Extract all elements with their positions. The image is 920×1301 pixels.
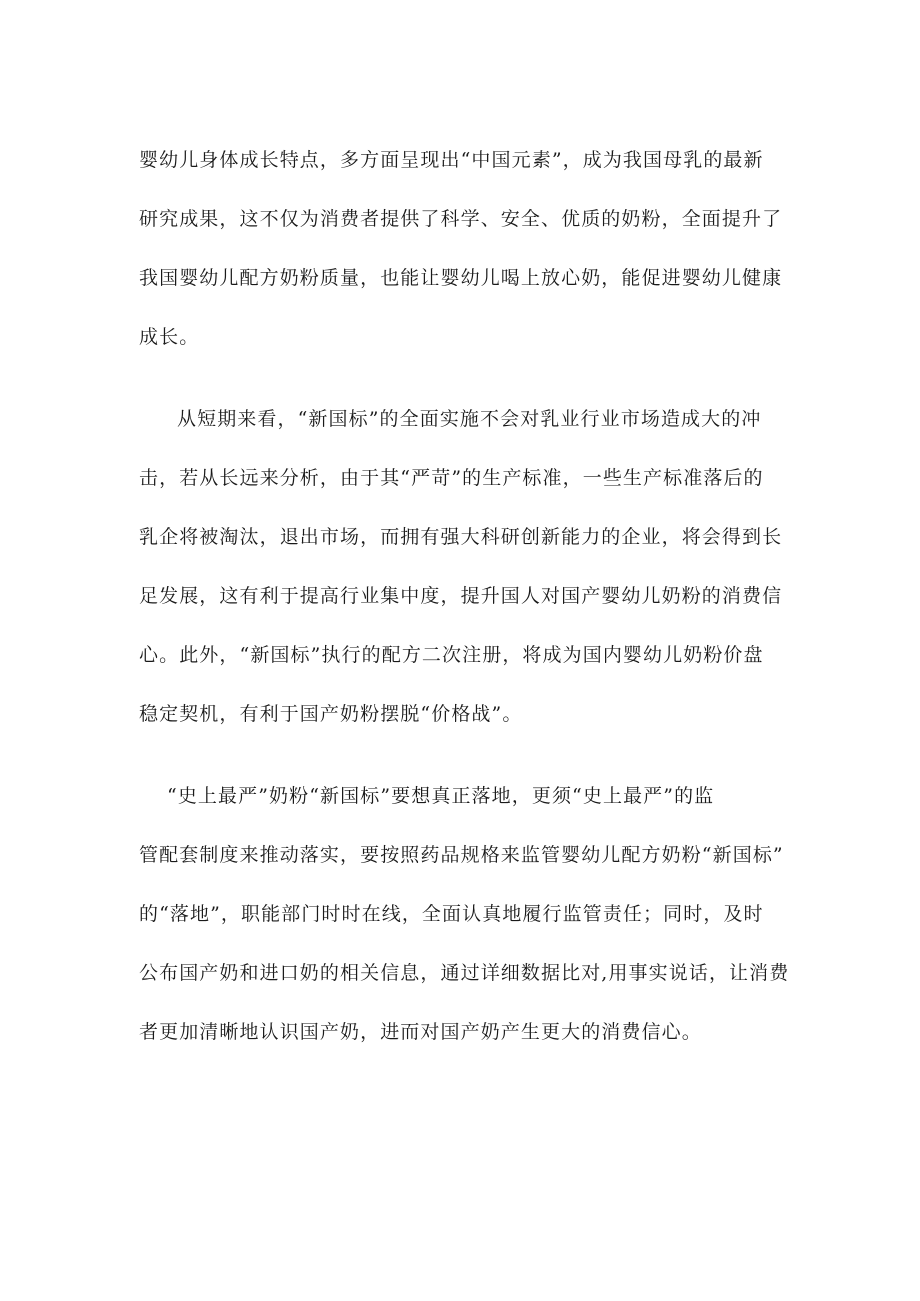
paragraph-2-line-4: 足发展，这有利于提高行业集中度，提升国人对国产婴幼儿奶粉的消费信 [139, 585, 783, 607]
paragraph-3-line-4: 公布国产奶和进口奶的相关信息，通过详细数据比对,用事实说话，让消费 [139, 962, 790, 984]
paragraph-2-line-3: 乳企将被淘汰，退出市场，而拥有强大科研创新能力的企业，将会得到长 [139, 526, 783, 548]
paragraph-2-line-1: 从短期来看，“新国标”的全面实施不会对乳业行业市场造成大的冲 [177, 408, 762, 430]
paragraph-3-line-5: 者更加清晰地认识国产奶，进而对国产奶产生更大的消费信心。 [139, 1021, 702, 1043]
paragraph-3-line-2: 管配套制度来推动落实，要按照药品规格来监管婴幼儿配方奶粉“新国标” [139, 844, 784, 866]
paragraph-3-line-3: 的“落地”，职能部门时时在线，全面认真地履行监管责任；同时，及时 [139, 903, 764, 925]
paragraph-1-line-2: 研究成果，这不仅为消费者提供了科学、安全、优质的奶粉，全面提升了 [139, 208, 783, 230]
paragraph-3-line-1: “史上最严”奶粉“新国标”要想真正落地，更须“史上最严”的监 [167, 785, 715, 807]
paragraph-2-line-5: 心。此外，“新国标”执行的配方二次注册，将成为国内婴幼儿奶粉价盘 [139, 644, 764, 666]
paragraph-2-line-2: 击，若从长远来分析，由于其“严苛”的生产标准，一些生产标准落后的 [139, 467, 764, 489]
paragraph-1-line-3: 我国婴幼儿配方奶粉质量，也能让婴幼儿喝上放心奶，能促进婴幼儿健康 [139, 267, 783, 289]
paragraph-1-line-1: 婴幼儿身体成长特点，多方面呈现出“中国元素”，成为我国母乳的最新 [139, 149, 764, 171]
paragraph-1-line-4: 成长。 [139, 326, 200, 348]
paragraph-2-line-6: 稳定契机，有利于国产奶粉摆脱“价格战”。 [139, 703, 523, 725]
